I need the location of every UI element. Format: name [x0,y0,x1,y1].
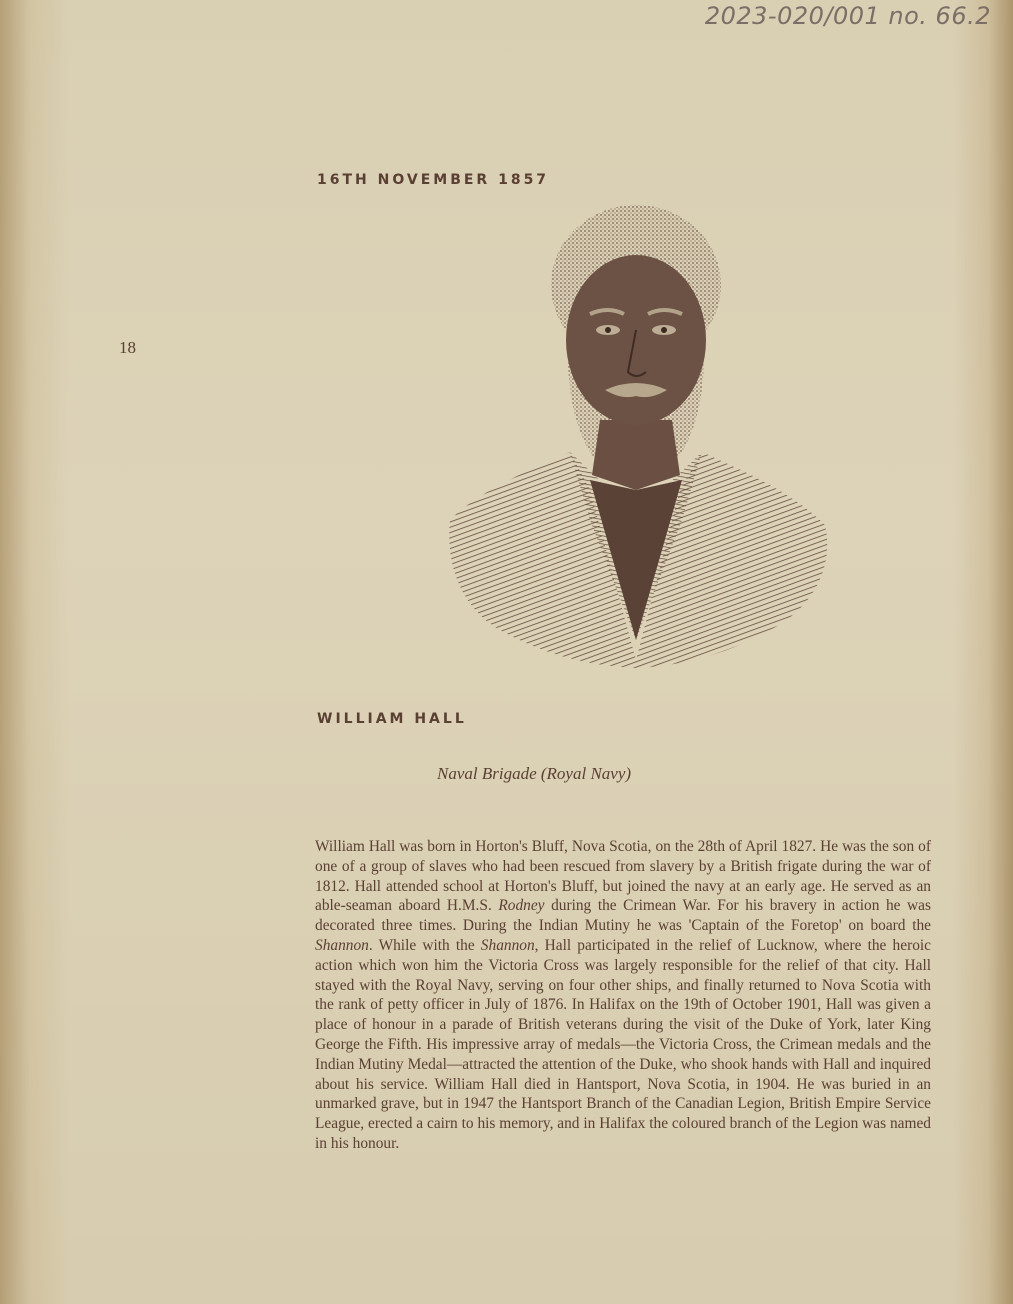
date-heading: 16TH NOVEMBER 1857 [317,172,550,188]
ship-name-rodney: Rodney [498,897,545,915]
unit-caption: Naval Brigade (Royal Navy) [437,764,632,783]
ship-name-shannon-2: Shannon [480,936,535,954]
ship-name-shannon: Shannon [315,936,369,954]
catalog-mark: 2023-020/001 no. 66.2 [704,2,991,30]
page-number: 18 [119,338,136,357]
bio-text-2: during the Crimean War. For his bravery in action he was decorated three times. During the Indian Mutiny he was 'Captain of the Foretop' on board the [315,897,931,935]
bio-text-3: . While with the [368,936,481,954]
bio-text-4: , Hall participated in the relief of Lucknow, where the heroic action which won him the Victoria Cross was largely responsible for the relief of that city. Hall stayed with the Royal Navy, serving on four other ships, and finally returned to Nova Scotia with the rank of petty officer in July of 1876. In Halifax on the 19th of October 1901, Hall was given a place of honour in a parade of British veterans during the visit of the Duke of York, later King George the Fifth. His impressive array of medals—the Victoria Cross, the Crimean medals and the Indian Mutiny Medal—attracted the attention of the Duke, who shook hands with Hall and inquired about his service. William Hall died in Hantsport, Nova Scotia, in 1904. He was buried in an unmarked grave, but in 1947 the Hantsport Branch of the Canadian Legion, British Empire Service League, erected a cairn to his memory, and in Halifax the coloured branch of the Legion was named in his honour. [315,936,931,1152]
subject-name: WILLIAM HALL [317,711,467,727]
bio-text-1: William Hall was born in Horton's Bluff, Nova Scotia, on the 28th of April 1827. He was the son of one of a group of slaves who had been rescued from slavery by a British frigate during the war of 1812. Hall attended school at Horton's Bluff, but joined the navy at an early age. He served as an able-seaman aboard H.M.S. [315,838,931,915]
portrait-engraving [440,190,832,670]
biography-text [315,837,931,1154]
